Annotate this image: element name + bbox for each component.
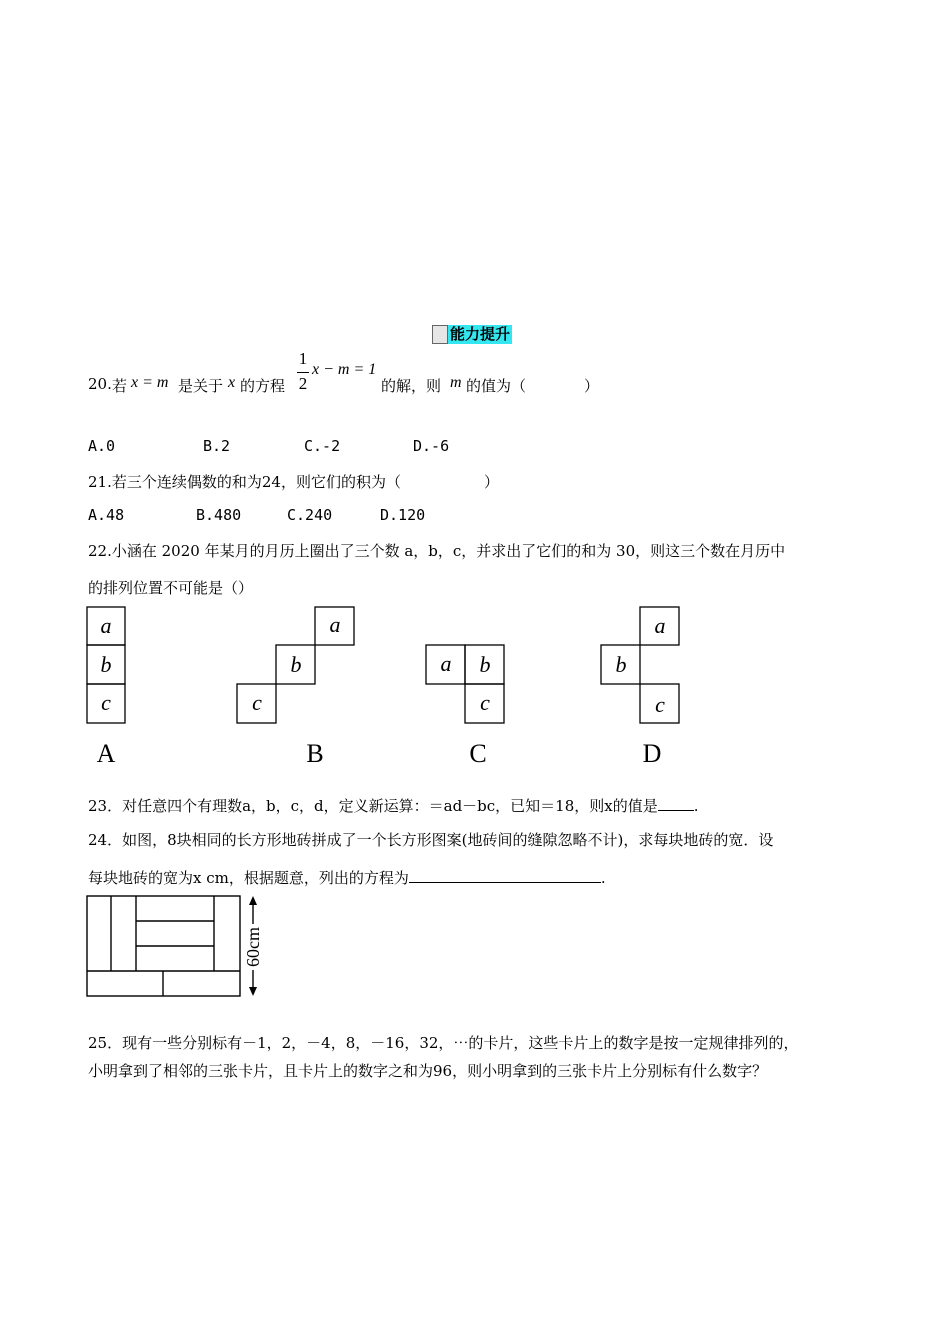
fig-c-label-a: a: [440, 651, 452, 676]
fig-c-caption: C: [469, 739, 487, 768]
q20-number: 20.: [88, 375, 112, 393]
q20-text-d: 的解，则: [381, 377, 442, 395]
dimension-label: 60cm: [243, 927, 263, 967]
q25-line-1: 25．现有一些分别标有－1，2，－4，8，－16，32，⋯的卡片，这些卡片上的数字是按一定规律排列的，: [88, 1034, 799, 1052]
q20-option-a: A.0: [88, 437, 116, 455]
q20-text-b: 是关于: [178, 377, 224, 395]
fig-d-label-a: a: [654, 613, 666, 638]
q20-frac-denominator: 2: [298, 374, 308, 393]
section-heading-text: 能力提升: [450, 325, 511, 343]
dimension-arrow-bottom-icon: [249, 987, 257, 996]
q23-text: [88, 795, 699, 816]
fig-b-caption: B: [306, 739, 324, 768]
q21-text: 21.若三个连续偶数的和为24，则它们的积为（: [88, 473, 401, 491]
fig-a-label-b: b: [100, 652, 112, 677]
q24-line-2-text: 每块地砖的宽为x cm，根据题意，列出的方程为: [88, 869, 409, 887]
fig-a-label-c: c: [101, 690, 111, 715]
q22-line-2: 的排列位置不可能是（）: [88, 579, 254, 597]
q20-eq2: x − m = 1: [312, 361, 377, 378]
q24-period: .: [600, 869, 606, 887]
q24-line-1: 24．如图，8块相同的长方形地砖拼成了一个长方形图案(地砖间的缝隙忽略不计)，求每块地砖的宽．设: [88, 831, 774, 849]
q24-answer-blank[interactable]: [409, 882, 601, 883]
q20-option-c: C.-2: [304, 437, 341, 455]
fig-d-caption: D: [642, 739, 662, 768]
fig-d-label-b: b: [615, 652, 627, 677]
fig-d-label-c: c: [655, 692, 665, 717]
dimension-arrow-top-icon: [249, 896, 257, 905]
q20-eq1: x = m: [131, 374, 169, 391]
q23-question-text: 23．对任意四个有理数a，b，c，d，定义新运算：＝ad－bc，已知＝18，则x的值是: [88, 797, 658, 815]
q20-text-e: 的值为（: [466, 377, 527, 395]
q24-tile-figure: [0, 880, 300, 1010]
q20-var-x: x: [228, 374, 236, 391]
q22-line-1: 22.小涵在 2020 年某月的月历上圈出了三个数 a，b，c，并求出了它们的和为 30，则这三个数在月历中: [88, 542, 786, 560]
fig-b-label-c: c: [252, 690, 262, 715]
q20-text-c: 的方程: [240, 377, 286, 395]
q21-option-a: A.48: [88, 506, 125, 524]
fig-b-label-b: b: [290, 652, 302, 677]
fig-c-label-c: c: [480, 690, 490, 715]
q20-option-d: D.-6: [413, 437, 450, 455]
q25-line-2: 小明拿到了相邻的三张卡片，且卡片上的数字之和为96，则小明拿到的三张卡片上分别标有什么数字？: [88, 1062, 768, 1080]
fig-a-label-a: a: [100, 613, 112, 638]
fig-b-label-a: a: [329, 612, 341, 637]
q20-var-m: m: [450, 374, 462, 391]
q20-option-b: B.2: [203, 437, 231, 455]
q20-close-paren: ）: [584, 377, 600, 395]
fig-a-caption: A: [96, 739, 116, 768]
q21-close-paren: ）: [484, 473, 500, 491]
q23-answer-blank[interactable]: [658, 810, 694, 811]
fig-c-label-b: b: [479, 652, 491, 677]
q23-period: .: [693, 797, 699, 815]
q20-text-a: 若: [112, 377, 128, 395]
q20-frac-numerator: 1: [298, 349, 308, 368]
q21-option-b: B.480: [196, 506, 242, 524]
q21-option-d: D.120: [380, 506, 426, 524]
q21-option-c: C.240: [287, 506, 333, 524]
